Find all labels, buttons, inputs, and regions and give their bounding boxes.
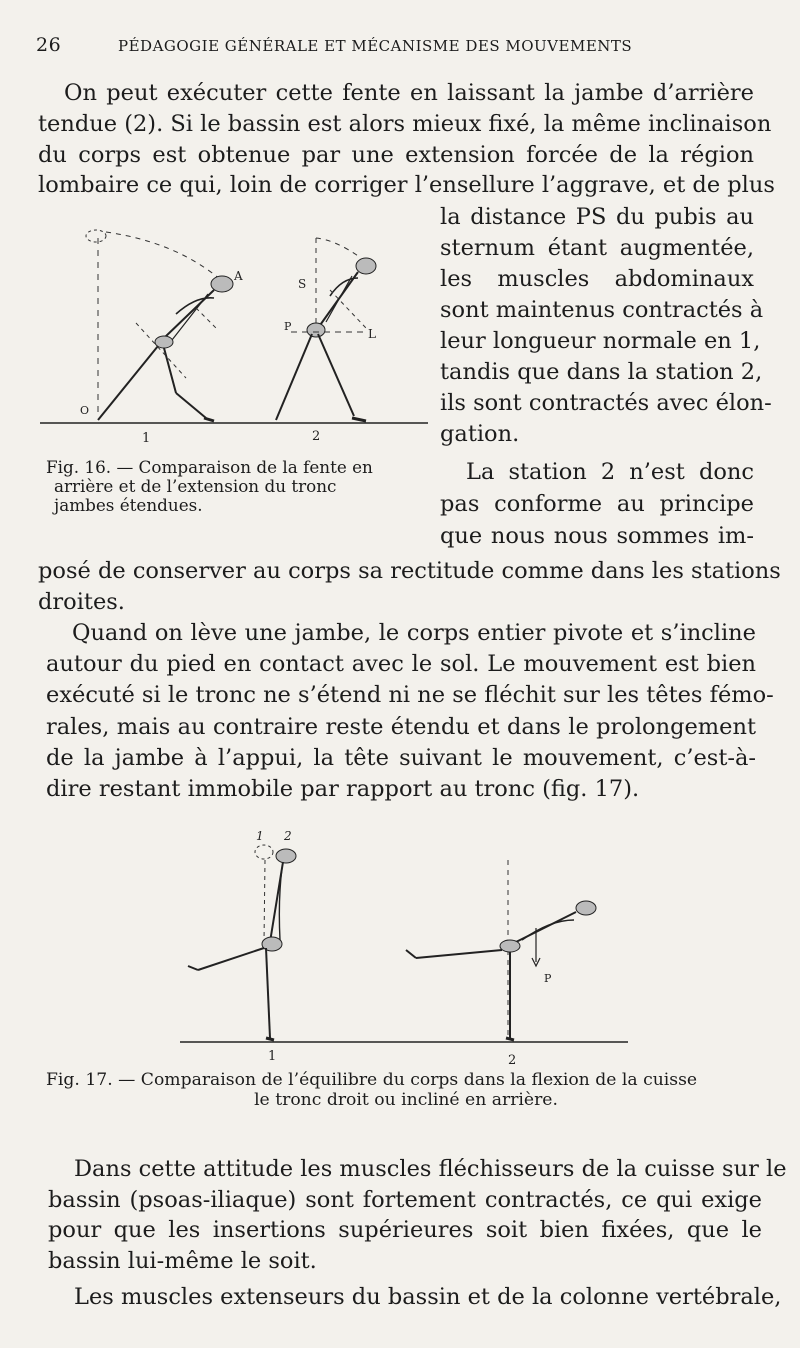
- label-p: P: [544, 972, 552, 985]
- paragraph-4: [48, 1154, 787, 1276]
- caption-line: jambes étendues.: [54, 495, 203, 515]
- figure-16-pose-1: [86, 230, 233, 421]
- text-line: de la jambe à l’appui, la tête suivant le mouvement, c’est-à-: [46, 744, 756, 771]
- text-line: sternum étant augmentée,: [440, 235, 754, 261]
- pose-number-1: 1: [268, 1049, 277, 1064]
- text-line: Dans cette attitude les muscles fléchisseurs de la cuisse sur le: [74, 1156, 787, 1182]
- text-line: bassin (psoas-iliaque) sont fortement contractés, ce qui exige: [48, 1186, 762, 1213]
- text-line: exécuté si le tronc ne s’étend ni ne se fléchit sur les têtes fémo-: [46, 682, 774, 709]
- paragraph-5: [48, 1282, 782, 1313]
- text-line: dire restant immobile par rapport au tronc (fig. 17).: [46, 776, 640, 803]
- caption-line: Fig. 16. — Comparaison de la fente en: [46, 457, 373, 477]
- text-line: tandis que dans la station 2,: [440, 359, 763, 385]
- text-line: sont maintenus contractés à: [440, 297, 764, 323]
- paragraph-2-side-column: [440, 456, 754, 552]
- figure-17-caption: [46, 1070, 766, 1110]
- text-line: La station 2 n’est donc: [466, 459, 754, 485]
- running-title: PÉDAGOGIE GÉNÉRALE ET MÉCANISME DES MOUVEMENTS: [118, 37, 633, 55]
- caption-line: arrière et de l’extension du tronc: [54, 476, 337, 496]
- page-number: 26: [36, 34, 62, 56]
- text-line: gation.: [440, 421, 520, 447]
- text-line: lombaire ce qui, loin de corriger l’ensellure l’aggrave, et de plus: [38, 172, 775, 199]
- text-line: pas conforme au principe: [440, 491, 754, 517]
- caption-line: Fig. 17. — Comparaison de l’équilibre du corps dans la flexion de la cuisse: [46, 1070, 698, 1090]
- top-label-1: 1: [256, 829, 264, 843]
- text-line: les muscles abdominaux: [440, 266, 754, 292]
- text-line: du corps est obtenue par une extension forcée de la région: [38, 141, 754, 168]
- text-line: Quand on lève une jambe, le corps entier pivote et s’incline: [72, 620, 756, 646]
- label-p: P: [284, 320, 292, 333]
- text-line: que nous nous sommes im-: [440, 523, 754, 549]
- text-line: Les muscles extenseurs du bassin et de la colonne vertébrale,: [74, 1284, 782, 1310]
- text-line: posé de conserver au corps sa rectitude comme dans les stations: [38, 558, 781, 584]
- label-l: L: [368, 327, 376, 341]
- figure-17-pose-1: [188, 845, 296, 1040]
- text-line: rales, mais au contraire reste étendu et dans le prolongement: [46, 713, 756, 740]
- figure-16-caption: [46, 458, 426, 515]
- text-line: leur longueur normale en 1,: [440, 328, 761, 354]
- figure-17-illustration: [170, 820, 640, 1075]
- label-s: S: [298, 277, 307, 291]
- text-line: On peut exécuter cette fente en laissant la jambe d’arrière: [64, 80, 754, 106]
- label-a: A: [234, 269, 243, 283]
- figure-17-pose-2: [406, 860, 596, 1040]
- top-label-2: 2: [284, 829, 292, 843]
- text-line: bassin lui-même le soit.: [48, 1247, 317, 1274]
- pose-number-2: 2: [312, 429, 321, 444]
- paragraph-1: [38, 78, 775, 201]
- text-line: la distance PS du pubis au: [440, 204, 754, 230]
- label-o: O: [80, 404, 90, 417]
- paragraph-2: [38, 556, 781, 618]
- text-line: autour du pied en contact avec le sol. Le mouvement est bien: [46, 651, 756, 678]
- text-line: pour que les insertions supérieures soit bien fixées, que le: [48, 1217, 762, 1243]
- text-line: droites.: [38, 588, 125, 615]
- pose-number-1: 1: [142, 431, 151, 446]
- text-line: tendue (2). Si le bassin est alors mieux fixé, la même inclinaison: [38, 110, 772, 137]
- pose-number-2: 2: [508, 1053, 517, 1068]
- caption-line: le tronc droit ou incliné en arrière.: [254, 1090, 558, 1110]
- text-line: ils sont contractés avec élon-: [440, 390, 772, 416]
- paragraph-3: [46, 618, 774, 805]
- paragraph-1-side-column: [440, 202, 772, 450]
